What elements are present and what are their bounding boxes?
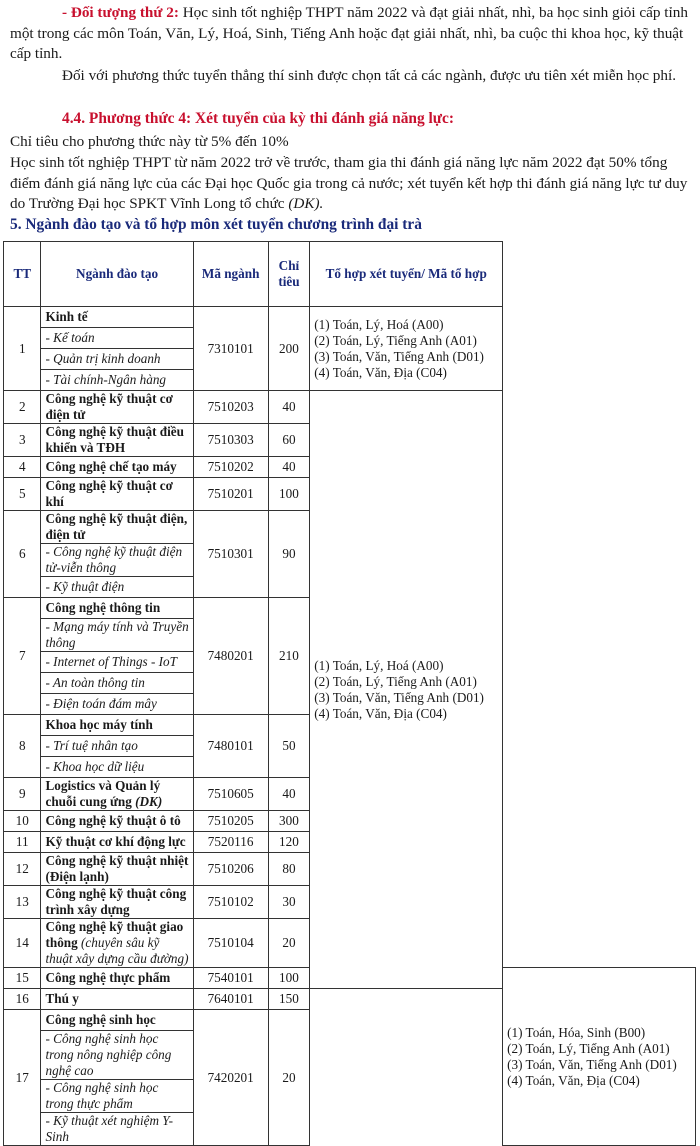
- major-quota: 120: [268, 832, 310, 853]
- major-name: Công nghệ sinh học: [41, 1010, 193, 1031]
- combo-item: (1) Toán, Lý, Hoá (A00): [314, 657, 444, 673]
- major-quota: 100: [268, 968, 310, 989]
- row-tt: 2: [4, 391, 41, 424]
- header-tt: TT: [4, 242, 41, 307]
- object-2-label: - Đối tượng thứ 2:: [62, 4, 179, 21]
- major-code: 7510201: [193, 478, 268, 511]
- row-tt: 3: [4, 424, 41, 457]
- major-code: 7640101: [193, 989, 268, 1010]
- header-combo: Tổ hợp xét tuyển/ Mã tổ hợp: [310, 242, 503, 307]
- row-tt: 1: [4, 307, 41, 391]
- major-quota: 60: [268, 424, 310, 457]
- table-row: [4, 391, 696, 424]
- major-quota: 210: [268, 598, 310, 715]
- combo-item: (3) Toán, Văn, Tiếng Anh (D01): [507, 1056, 677, 1072]
- sub-major: - Kế toán: [41, 328, 193, 349]
- combo-group-2: [310, 391, 503, 989]
- sub-major: - Khoa học dữ liệu: [41, 757, 193, 778]
- major-code: 7420201: [193, 1010, 268, 1146]
- method-4-heading: 4.4. Phương thức 4: Xét tuyển của kỳ thi đánh giá năng lực:: [62, 110, 454, 127]
- major-name: Công nghệ kỹ thuật điện, điện tử: [41, 511, 193, 544]
- major-quota: 30: [268, 886, 310, 919]
- major-name: Khoa học máy tính: [41, 715, 193, 736]
- combo-item: (3) Toán, Văn, Tiếng Anh (D01): [314, 689, 484, 705]
- major-code: 7510206: [193, 853, 268, 886]
- header-major: Ngành đào tạo: [41, 242, 193, 307]
- sub-major: - Tài chính-Ngân hàng: [41, 370, 193, 391]
- combo-item: (2) Toán, Lý, Tiếng Anh (A01): [507, 1040, 670, 1056]
- major-code: 7540101: [193, 968, 268, 989]
- major-name-text: Công nghệ kỹ thuật giao thông: [45, 919, 184, 950]
- sub-major: - Công nghệ kỹ thuật điện tử-viễn thông: [41, 544, 193, 577]
- major-code: 7510202: [193, 457, 268, 478]
- sub-major: - Điện toán đám mây: [41, 694, 193, 715]
- major-code: 7510203: [193, 391, 268, 424]
- major-name: Thú y: [41, 989, 193, 1010]
- major-quota: 40: [268, 457, 310, 478]
- sub-major: - Công nghệ sinh học trong nông nghiệp công nghệ cao: [41, 1031, 193, 1080]
- method-4-description-text: Học sinh tốt nghiệp THPT từ năm 2022 trở về trước, tham gia thi đánh giá năng lực năm 2022 đạt 50% tổng điểm đánh giá năng lực của các Đại học Quốc gia trong cả nước; xét tuyển kết hợp thi đánh giá năng lực tư duy do Trường Đại học SPKT Vĩnh Long tổ chức: [10, 154, 688, 212]
- combo-item: (4) Toán, Văn, Địa (C04): [314, 364, 447, 380]
- header-code: Mã ngành: [193, 242, 268, 307]
- row-tt: 11: [4, 832, 41, 853]
- combo-item: (2) Toán, Lý, Tiếng Anh (A01): [314, 673, 477, 689]
- sub-major: - Mạng máy tính và Truyền thông: [41, 619, 193, 652]
- major-quota: 100: [268, 478, 310, 511]
- row-tt: 15: [4, 968, 41, 989]
- sub-major: - An toàn thông tin: [41, 673, 193, 694]
- row-tt: 12: [4, 853, 41, 886]
- row-tt: 10: [4, 811, 41, 832]
- row-tt: 8: [4, 715, 41, 778]
- major-quota: 40: [268, 778, 310, 811]
- major-name: Kinh tế: [41, 307, 193, 328]
- row-tt: 4: [4, 457, 41, 478]
- major-code: 7480101: [193, 715, 268, 778]
- major-name: [41, 919, 193, 968]
- combo-item: (2) Toán, Lý, Tiếng Anh (A01): [314, 332, 477, 348]
- direct-admission-paragraph: Đối với phương thức tuyển thẳng thí sinh được chọn tất cả các ngành, được ưu tiên xét miễn học phí.: [62, 67, 676, 84]
- major-name-note: (chuyên sâu kỹ thuật xây dựng cầu đường): [45, 935, 189, 966]
- row-tt: 9: [4, 778, 41, 811]
- row-tt: 6: [4, 511, 41, 598]
- major-code: 7310101: [193, 307, 268, 391]
- row-tt: 16: [4, 989, 41, 1010]
- major-code: 7510301: [193, 511, 268, 598]
- object-2-text: Học sinh tốt nghiệp THPT năm 2022 và đạt giải nhất, nhì, ba học sinh giỏi cấp tỉnh một trong các môn Toán, Văn, Lý, Hoá, Sinh, Tiếng Anh hoặc đạt giải nhất, nhì, ba cuộc thi khoa học, kỹ thuật cấp tỉnh.: [10, 4, 688, 62]
- major-name: [41, 778, 193, 811]
- major-quota: 90: [268, 511, 310, 598]
- major-name: Công nghệ kỹ thuật cơ khí: [41, 478, 193, 511]
- combo-group-3: [503, 968, 696, 1146]
- combo-item: (1) Toán, Hóa, Sinh (B00): [507, 1024, 646, 1040]
- sub-major: - Trí tuệ nhân tạo: [41, 736, 193, 757]
- major-quota: 200: [268, 307, 310, 391]
- method-4-description: [10, 153, 696, 215]
- major-quota: 40: [268, 391, 310, 424]
- object-2-paragraph: [10, 3, 696, 65]
- row-tt: 5: [4, 478, 41, 511]
- sub-major: - Kỹ thuật xét nghiệm Y-Sinh: [41, 1113, 193, 1146]
- major-name: Kỹ thuật cơ khí động lực: [41, 832, 193, 853]
- major-name-text: Logistics và Quản lý chuỗi cung ứng: [45, 778, 161, 809]
- combo-item: (4) Toán, Văn, Địa (C04): [314, 705, 447, 721]
- row-tt: 14: [4, 919, 41, 968]
- major-code: 7510102: [193, 886, 268, 919]
- combo-item: (1) Toán, Lý, Hoá (A00): [314, 316, 444, 332]
- major-code: 7510205: [193, 811, 268, 832]
- major-code: 7510303: [193, 424, 268, 457]
- table-row: [4, 307, 696, 328]
- major-name: Công nghệ chế tạo máy: [41, 457, 193, 478]
- major-quota: 150: [268, 989, 310, 1010]
- major-name: Công nghệ kỹ thuật điều khiển và TĐH: [41, 424, 193, 457]
- combo-item: (3) Toán, Văn, Tiếng Anh (D01): [314, 348, 484, 364]
- header-quota: Chỉ tiêu: [268, 242, 310, 307]
- major-name: Công nghệ thông tin: [41, 598, 193, 619]
- combo-item: (4) Toán, Văn, Địa (C04): [507, 1072, 640, 1088]
- majors-table: [3, 241, 696, 1146]
- major-code: 7510104: [193, 919, 268, 968]
- major-quota: 80: [268, 853, 310, 886]
- major-name: Công nghệ thực phẩm: [41, 968, 193, 989]
- major-code: 7480201: [193, 598, 268, 715]
- major-quota: 300: [268, 811, 310, 832]
- table-header-row: [4, 242, 696, 307]
- major-code: 7520116: [193, 832, 268, 853]
- sub-major: - Internet of Things - IoT: [41, 652, 193, 673]
- major-name: Công nghệ kỹ thuật nhiệt (Điện lạnh): [41, 853, 193, 886]
- sub-major: - Công nghệ sinh học trong thực phẩm: [41, 1080, 193, 1113]
- sub-major: - Quản trị kinh doanh: [41, 349, 193, 370]
- row-tt: 17: [4, 1010, 41, 1146]
- major-name-note: (DK): [135, 794, 163, 809]
- combo-group-1: [310, 307, 503, 391]
- method-4-dk: (DK).: [288, 195, 324, 212]
- major-name: Công nghệ kỹ thuật ô tô: [41, 811, 193, 832]
- major-code: 7510605: [193, 778, 268, 811]
- major-name: Công nghệ kỹ thuật công trình xây dựng: [41, 886, 193, 919]
- major-quota: 20: [268, 1010, 310, 1146]
- row-tt: 13: [4, 886, 41, 919]
- method-4-quota: Chỉ tiêu cho phương thức này từ 5% đến 10%: [10, 133, 289, 150]
- major-quota: 20: [268, 919, 310, 968]
- major-quota: 50: [268, 715, 310, 778]
- major-name: Công nghệ kỹ thuật cơ điện tử: [41, 391, 193, 424]
- section-5-heading: 5. Ngành đào tạo và tổ hợp môn xét tuyển chương trình đại trà: [10, 216, 422, 233]
- sub-major: - Kỹ thuật điện: [41, 577, 193, 598]
- row-tt: 7: [4, 598, 41, 715]
